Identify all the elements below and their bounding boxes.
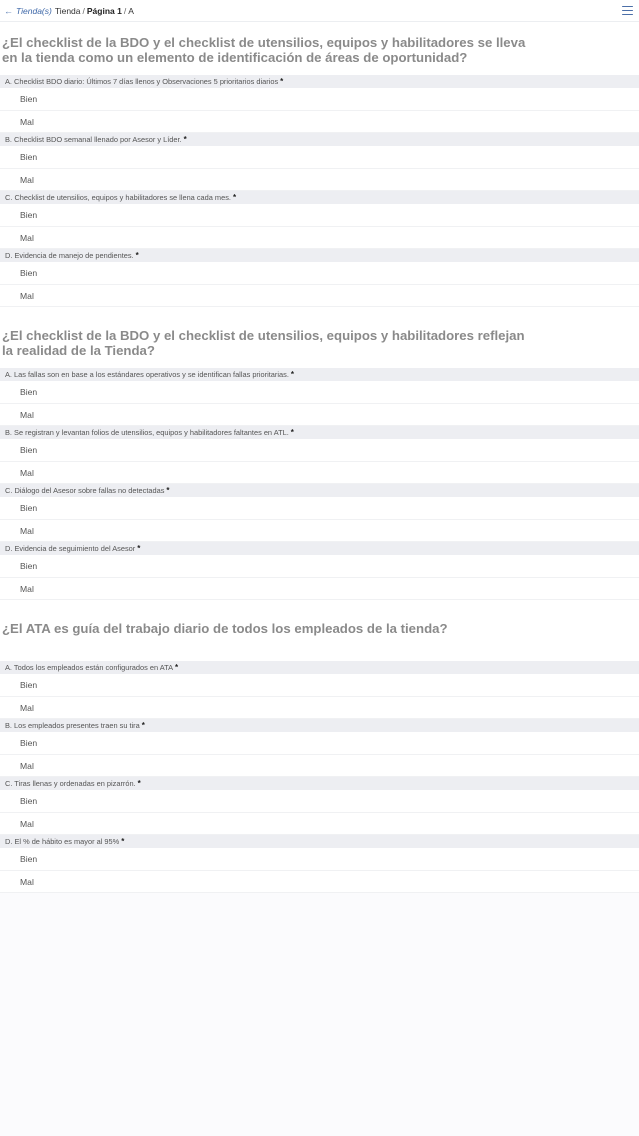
answer-option[interactable]: Mal <box>0 111 639 134</box>
required-marker: * <box>183 135 187 144</box>
required-marker: * <box>166 486 170 495</box>
question-text: B. Los empleados presentes traen su tira <box>5 721 140 730</box>
answer-option[interactable]: Bien <box>0 88 639 111</box>
breadcrumb-stores-link[interactable]: Tienda(s) <box>16 5 52 16</box>
section-title: ¿El checklist de la BDO y el checklist de utensilios, equipos y habilitadores se lleva en la tienda como un elemento de identificación de áreas de oportunidad? <box>0 22 639 75</box>
question-text: A. Todos los empleados están configurados en ATA <box>5 663 174 672</box>
question-text: B. Checklist BDO semanal llenado por Asesor y Líder. <box>5 135 182 144</box>
arrow-left-icon[interactable]: ← <box>4 5 13 16</box>
required-marker: * <box>232 193 237 202</box>
required-marker: * <box>135 251 139 260</box>
question-text: B. Se registran y levantan folios de utensilios, equipos y habilitadores faltantes en ATL. <box>5 428 289 437</box>
question-text: D. Evidencia de seguimiento del Asesor <box>5 544 136 553</box>
question-label <box>0 133 639 146</box>
required-marker: * <box>280 77 284 86</box>
question-text: C. Tiras llenas y ordenadas en pizarrón. <box>5 779 136 788</box>
breadcrumb-separator: / <box>123 5 127 16</box>
breadcrumb <box>4 6 134 16</box>
answer-option[interactable]: Mal <box>0 755 639 778</box>
section-title: ¿El ATA es guía del trabajo diario de todos los empleados de la tienda? <box>0 608 639 661</box>
question-label <box>0 542 639 555</box>
question-label <box>0 835 639 848</box>
answer-option[interactable]: Mal <box>0 285 639 308</box>
answer-option[interactable]: Mal <box>0 813 639 836</box>
question-label <box>0 777 639 790</box>
answer-option[interactable]: Mal <box>0 404 639 427</box>
top-bar <box>0 0 639 22</box>
answer-option[interactable]: Bien <box>0 439 639 462</box>
question-text: C. Diálogo del Asesor sobre fallas no detectadas <box>5 486 165 495</box>
breadcrumb-page: Página 1 <box>86 5 122 16</box>
question-text: D. El % de hábito es mayor al 95% <box>5 837 120 846</box>
question-label <box>0 426 639 439</box>
answer-option[interactable]: Bien <box>0 262 639 285</box>
question-text: C. Checklist de utensilios, equipos y habilitadores se llena cada mes. <box>5 193 231 202</box>
answer-option[interactable]: Mal <box>0 697 639 720</box>
question-text: A. Las fallas son en base a los estándares operativos y se identifican fallas prioritarias. <box>5 370 289 379</box>
breadcrumb-section: A <box>128 5 134 16</box>
question-label <box>0 249 639 262</box>
question-label <box>0 719 639 732</box>
answer-option[interactable]: Mal <box>0 227 639 250</box>
required-marker: * <box>137 779 141 788</box>
answer-option[interactable]: Mal <box>0 169 639 192</box>
required-marker: * <box>290 370 294 379</box>
section-spacer <box>0 307 639 315</box>
empty-area <box>0 893 639 1136</box>
section-title: ¿El checklist de la BDO y el checklist de utensilios, equipos y habilitadores reflejan la realidad de la Tienda? <box>0 315 639 368</box>
hamburger-menu-icon[interactable] <box>622 6 633 15</box>
answer-option[interactable]: Bien <box>0 848 639 871</box>
answer-option[interactable]: Bien <box>0 146 639 169</box>
required-marker: * <box>141 721 145 730</box>
answer-option[interactable]: Mal <box>0 871 639 894</box>
required-marker: * <box>121 837 125 846</box>
answer-option[interactable]: Bien <box>0 381 639 404</box>
answer-option[interactable]: Bien <box>0 732 639 755</box>
answer-option[interactable]: Bien <box>0 204 639 227</box>
form-content <box>0 22 639 893</box>
required-marker: * <box>290 428 294 437</box>
question-text: D. Evidencia de manejo de pendientes. <box>5 251 134 260</box>
section-spacer <box>0 600 639 608</box>
answer-option[interactable]: Mal <box>0 520 639 543</box>
answer-option[interactable]: Mal <box>0 462 639 485</box>
question-label <box>0 368 639 381</box>
answer-option[interactable]: Mal <box>0 578 639 601</box>
answer-option[interactable]: Bien <box>0 790 639 813</box>
breadcrumb-separator: / <box>82 5 85 16</box>
question-label <box>0 75 639 88</box>
answer-option[interactable]: Bien <box>0 555 639 578</box>
required-marker: * <box>175 663 179 672</box>
question-label <box>0 191 639 204</box>
breadcrumb-store: Tienda <box>54 5 81 16</box>
question-text: A. Checklist BDO diario: Últimos 7 días llenos y Observaciones 5 prioritarios diarios <box>5 77 279 86</box>
question-label <box>0 484 639 497</box>
answer-option[interactable]: Bien <box>0 497 639 520</box>
required-marker: * <box>137 544 141 553</box>
question-label <box>0 661 639 674</box>
answer-option[interactable]: Bien <box>0 674 639 697</box>
